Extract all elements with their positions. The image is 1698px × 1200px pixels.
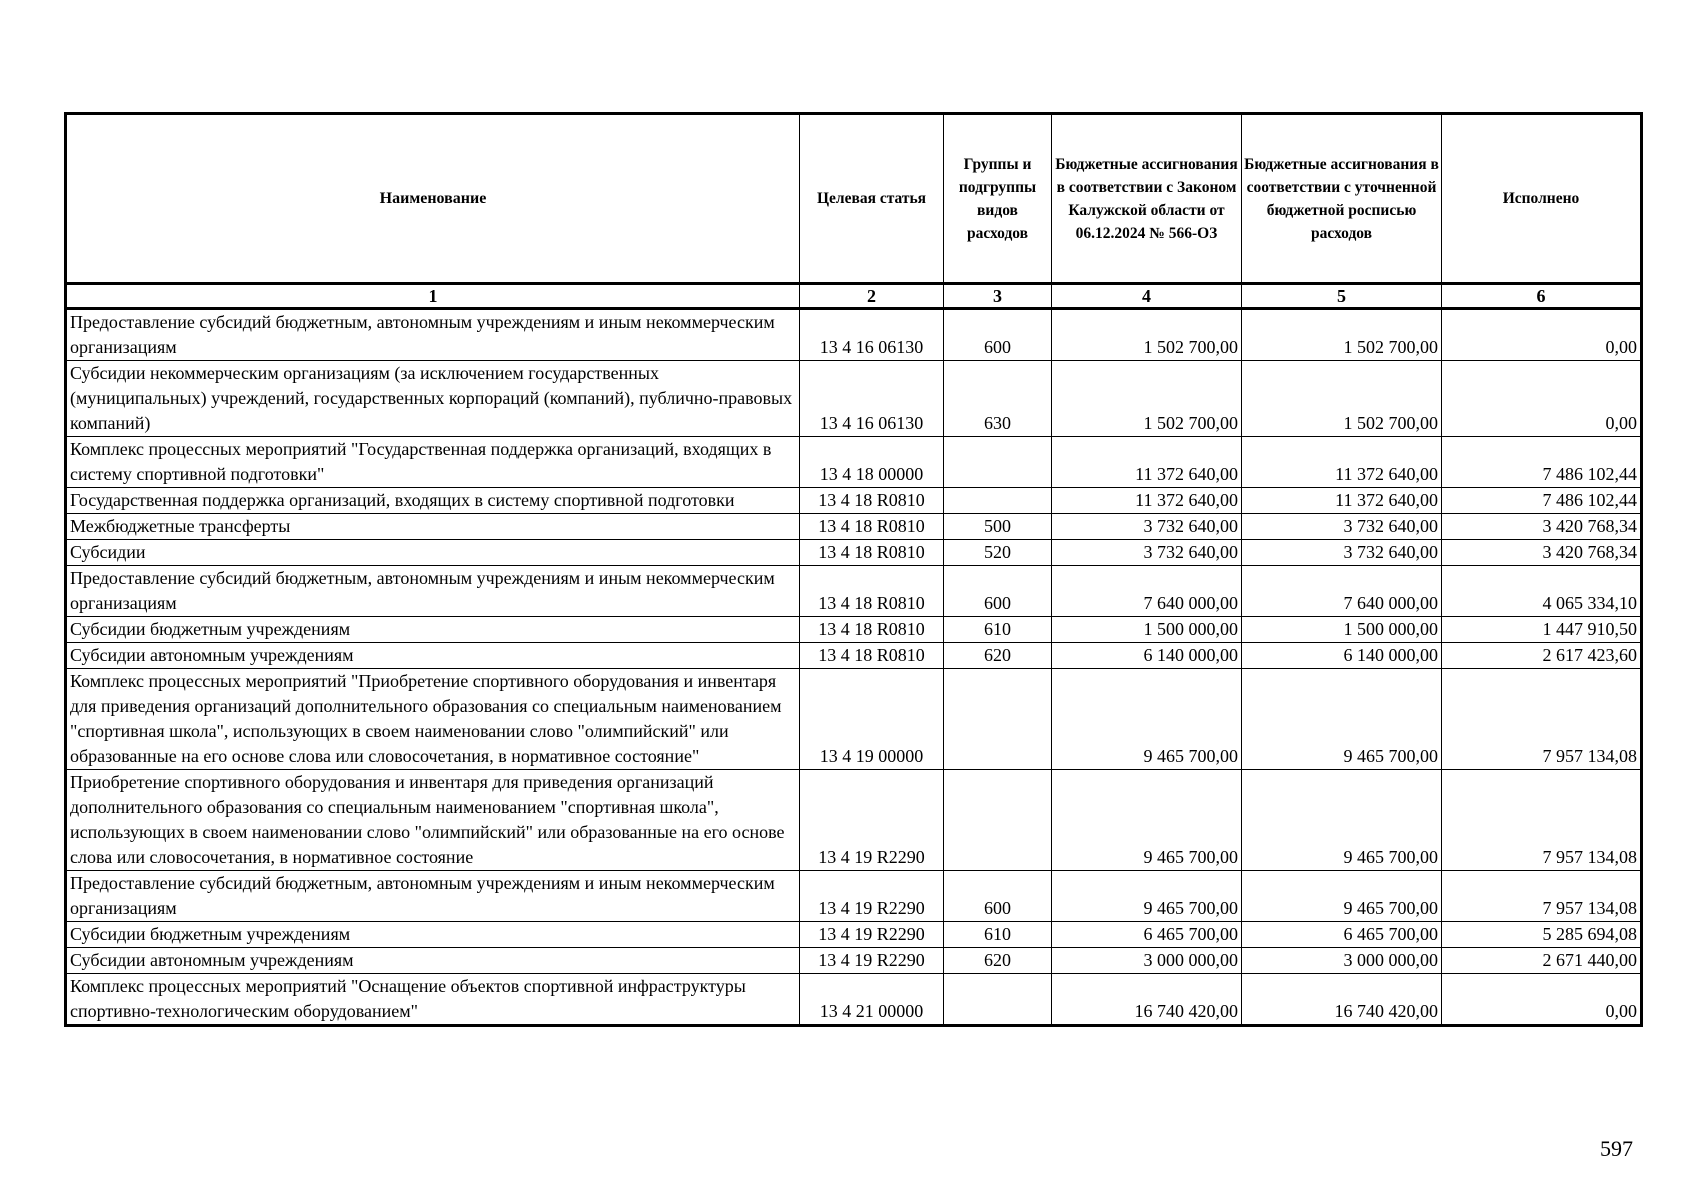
row-name: Комплекс процессных мероприятий "Оснащение объектов спортивной инфраструктуры спортивно-технологическим оборудованием" bbox=[66, 974, 800, 1026]
table-row bbox=[66, 974, 1642, 1026]
row-law-allocation: 3 000 000,00 bbox=[1052, 948, 1242, 974]
row-executed: 0,00 bbox=[1442, 309, 1642, 361]
row-target-code: 13 4 16 06130 bbox=[800, 361, 944, 437]
table-row bbox=[66, 669, 1642, 770]
row-executed: 1 447 910,50 bbox=[1442, 617, 1642, 643]
header-group: Группы и подгруппы видов расходов bbox=[944, 114, 1052, 284]
table-row bbox=[66, 617, 1642, 643]
row-expense-group: 600 bbox=[944, 309, 1052, 361]
row-refined-allocation: 11 372 640,00 bbox=[1242, 437, 1442, 488]
column-number: 2 bbox=[800, 284, 944, 309]
row-executed: 2 671 440,00 bbox=[1442, 948, 1642, 974]
row-refined-allocation: 11 372 640,00 bbox=[1242, 488, 1442, 514]
row-law-allocation: 1 500 000,00 bbox=[1052, 617, 1242, 643]
table-header bbox=[66, 114, 1642, 309]
row-target-code: 13 4 19 R2290 bbox=[800, 770, 944, 871]
row-expense-group: 630 bbox=[944, 361, 1052, 437]
row-law-allocation: 6 465 700,00 bbox=[1052, 922, 1242, 948]
table-row bbox=[66, 948, 1642, 974]
row-law-allocation: 1 502 700,00 bbox=[1052, 361, 1242, 437]
row-expense-group bbox=[944, 488, 1052, 514]
row-executed: 2 617 423,60 bbox=[1442, 643, 1642, 669]
row-refined-allocation: 1 502 700,00 bbox=[1242, 309, 1442, 361]
table-row bbox=[66, 309, 1642, 361]
row-name: Субсидии бюджетным учреждениям bbox=[66, 922, 800, 948]
row-target-code: 13 4 19 R2290 bbox=[800, 922, 944, 948]
column-number: 1 bbox=[66, 284, 800, 309]
row-target-code: 13 4 18 R0810 bbox=[800, 540, 944, 566]
row-target-code: 13 4 19 00000 bbox=[800, 669, 944, 770]
row-executed: 0,00 bbox=[1442, 974, 1642, 1026]
row-expense-group bbox=[944, 770, 1052, 871]
row-law-allocation: 6 140 000,00 bbox=[1052, 643, 1242, 669]
row-executed: 7 957 134,08 bbox=[1442, 871, 1642, 922]
row-refined-allocation: 3 732 640,00 bbox=[1242, 514, 1442, 540]
row-law-allocation: 3 732 640,00 bbox=[1052, 514, 1242, 540]
row-name: Комплекс процессных мероприятий "Приобретение спортивного оборудования и инвентаря для приведения организаций дополнительного образования со специальным наименованием "спортивная школа", использующих в своем наименовании слово "олимпийский" или образованные на его основе слова или словосочетания, в нормативное состояние" bbox=[66, 669, 800, 770]
row-expense-group bbox=[944, 437, 1052, 488]
table-row bbox=[66, 770, 1642, 871]
row-name: Предоставление субсидий бюджетным, автономным учреждениям и иным некоммерческим организациям bbox=[66, 871, 800, 922]
row-expense-group: 610 bbox=[944, 617, 1052, 643]
column-number: 6 bbox=[1442, 284, 1642, 309]
row-law-allocation: 11 372 640,00 bbox=[1052, 437, 1242, 488]
row-name: Субсидии автономным учреждениям bbox=[66, 948, 800, 974]
table-row bbox=[66, 871, 1642, 922]
table-body bbox=[66, 309, 1642, 1026]
row-executed: 7 957 134,08 bbox=[1442, 669, 1642, 770]
row-executed: 7 957 134,08 bbox=[1442, 770, 1642, 871]
row-expense-group: 620 bbox=[944, 948, 1052, 974]
row-target-code: 13 4 18 R0810 bbox=[800, 488, 944, 514]
row-target-code: 13 4 18 R0810 bbox=[800, 514, 944, 540]
row-expense-group: 500 bbox=[944, 514, 1052, 540]
row-executed: 3 420 768,34 bbox=[1442, 540, 1642, 566]
row-law-allocation: 16 740 420,00 bbox=[1052, 974, 1242, 1026]
header-row bbox=[66, 114, 1642, 284]
row-expense-group: 620 bbox=[944, 643, 1052, 669]
row-target-code: 13 4 18 00000 bbox=[800, 437, 944, 488]
page-number: 597 bbox=[1600, 1136, 1633, 1161]
row-name: Субсидии автономным учреждениям bbox=[66, 643, 800, 669]
table-row bbox=[66, 488, 1642, 514]
column-number: 3 bbox=[944, 284, 1052, 309]
row-name: Субсидии bbox=[66, 540, 800, 566]
row-expense-group: 600 bbox=[944, 871, 1052, 922]
row-law-allocation: 1 502 700,00 bbox=[1052, 309, 1242, 361]
column-number: 5 bbox=[1242, 284, 1442, 309]
header-executed: Исполнено bbox=[1442, 114, 1642, 284]
table-row bbox=[66, 922, 1642, 948]
row-refined-allocation: 16 740 420,00 bbox=[1242, 974, 1442, 1026]
row-refined-allocation: 6 140 000,00 bbox=[1242, 643, 1442, 669]
row-refined-allocation: 9 465 700,00 bbox=[1242, 871, 1442, 922]
table-row bbox=[66, 643, 1642, 669]
row-name: Межбюджетные трансферты bbox=[66, 514, 800, 540]
row-target-code: 13 4 19 R2290 bbox=[800, 948, 944, 974]
row-executed: 7 486 102,44 bbox=[1442, 488, 1642, 514]
row-target-code: 13 4 19 R2290 bbox=[800, 871, 944, 922]
row-law-allocation: 9 465 700,00 bbox=[1052, 871, 1242, 922]
row-law-allocation: 11 372 640,00 bbox=[1052, 488, 1242, 514]
row-executed: 4 065 334,10 bbox=[1442, 566, 1642, 617]
column-number: 4 bbox=[1052, 284, 1242, 309]
row-refined-allocation: 6 465 700,00 bbox=[1242, 922, 1442, 948]
row-target-code: 13 4 18 R0810 bbox=[800, 643, 944, 669]
row-refined-allocation: 9 465 700,00 bbox=[1242, 669, 1442, 770]
row-law-allocation: 7 640 000,00 bbox=[1052, 566, 1242, 617]
row-executed: 3 420 768,34 bbox=[1442, 514, 1642, 540]
row-expense-group: 600 bbox=[944, 566, 1052, 617]
row-law-allocation: 3 732 640,00 bbox=[1052, 540, 1242, 566]
header-name: Наименование bbox=[66, 114, 800, 284]
row-target-code: 13 4 21 00000 bbox=[800, 974, 944, 1026]
row-executed: 7 486 102,44 bbox=[1442, 437, 1642, 488]
table-row bbox=[66, 514, 1642, 540]
row-name: Субсидии некоммерческим организациям (за исключением государственных (муниципальных) учреждений, государственных корпораций (компаний), публично-правовых компаний) bbox=[66, 361, 800, 437]
row-refined-allocation: 1 500 000,00 bbox=[1242, 617, 1442, 643]
table-row bbox=[66, 540, 1642, 566]
row-name: Предоставление субсидий бюджетным, автономным учреждениям и иным некоммерческим организациям bbox=[66, 566, 800, 617]
row-expense-group: 520 bbox=[944, 540, 1052, 566]
row-refined-allocation: 7 640 000,00 bbox=[1242, 566, 1442, 617]
table-row bbox=[66, 361, 1642, 437]
row-executed: 5 285 694,08 bbox=[1442, 922, 1642, 948]
row-refined-allocation: 1 502 700,00 bbox=[1242, 361, 1442, 437]
header-code: Целевая статья bbox=[800, 114, 944, 284]
column-number-row bbox=[66, 284, 1642, 309]
row-refined-allocation: 3 732 640,00 bbox=[1242, 540, 1442, 566]
row-expense-group bbox=[944, 669, 1052, 770]
row-target-code: 13 4 18 R0810 bbox=[800, 566, 944, 617]
row-law-allocation: 9 465 700,00 bbox=[1052, 669, 1242, 770]
table-row bbox=[66, 437, 1642, 488]
row-name: Государственная поддержка организаций, входящих в систему спортивной подготовки bbox=[66, 488, 800, 514]
row-name: Комплекс процессных мероприятий "Государственная поддержка организаций, входящих в систему спортивной подготовки" bbox=[66, 437, 800, 488]
row-name: Предоставление субсидий бюджетным, автономным учреждениям и иным некоммерческим организациям bbox=[66, 309, 800, 361]
header-refined-allocation: Бюджетные ассигнования в соответствии с уточненной бюджетной росписью расходов bbox=[1242, 114, 1442, 284]
row-refined-allocation: 3 000 000,00 bbox=[1242, 948, 1442, 974]
row-target-code: 13 4 16 06130 bbox=[800, 309, 944, 361]
row-name: Субсидии бюджетным учреждениям bbox=[66, 617, 800, 643]
budget-table bbox=[64, 112, 1643, 1027]
row-expense-group: 610 bbox=[944, 922, 1052, 948]
row-law-allocation: 9 465 700,00 bbox=[1052, 770, 1242, 871]
header-law-allocation: Бюджетные ассигнования в соответствии с Законом Калужской области от 06.12.2024 № 566-ОЗ bbox=[1052, 114, 1242, 284]
row-name: Приобретение спортивного оборудования и инвентаря для приведения организаций дополнительного образования со специальным наименованием "спортивная школа", использующих в своем наименовании слово "олимпийский" или образованные на его основе слова или словосочетания, в нормативное состояние bbox=[66, 770, 800, 871]
row-expense-group bbox=[944, 974, 1052, 1026]
row-refined-allocation: 9 465 700,00 bbox=[1242, 770, 1442, 871]
row-target-code: 13 4 18 R0810 bbox=[800, 617, 944, 643]
row-executed: 0,00 bbox=[1442, 361, 1642, 437]
table-row bbox=[66, 566, 1642, 617]
